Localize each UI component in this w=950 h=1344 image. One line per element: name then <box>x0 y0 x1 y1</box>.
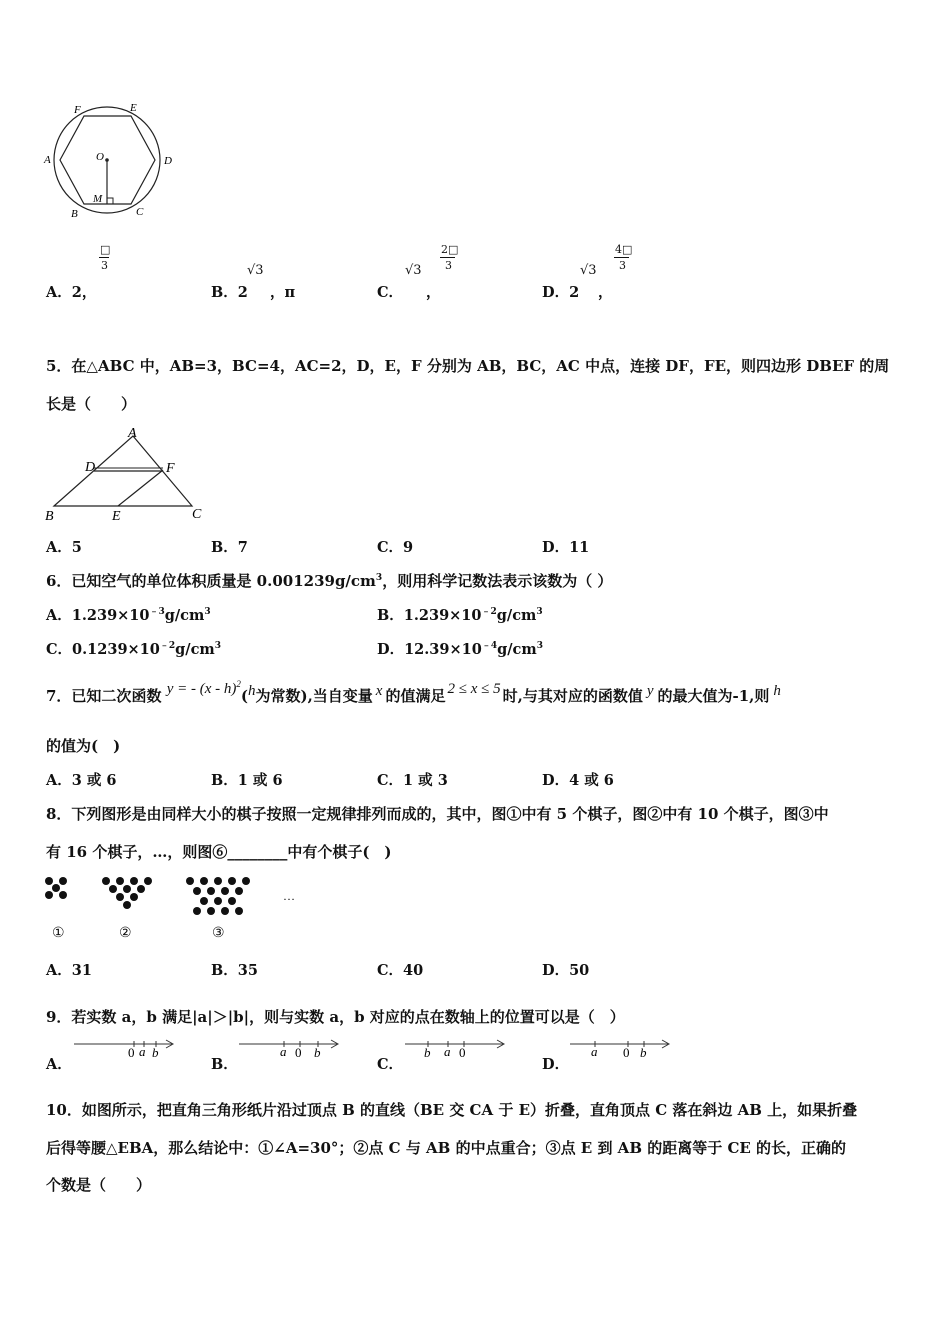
q8-option-d[interactable]: D．50 <box>542 962 590 979</box>
q6-b-unit: g/cm <box>496 607 537 624</box>
q6-c-unit: g/cm <box>175 641 215 658</box>
q4-d-frac-den: 3 <box>619 259 626 272</box>
q6-stem-sup: 3 <box>375 573 383 583</box>
right-angle-mark <box>107 198 113 204</box>
q4-d-tail: ， <box>598 284 613 301</box>
q7-option-d[interactable]: D．4 或 6 <box>542 772 614 789</box>
mark-a: a <box>444 1044 451 1059</box>
mark-0: 0 <box>459 1045 466 1060</box>
pattern-1 <box>45 877 67 899</box>
q4-a-frac-bar <box>99 257 109 258</box>
triangle-abc-figure <box>40 424 215 524</box>
mark-b: b <box>424 1045 431 1060</box>
q6-stem-tail: ，则用科学记数法表示该数为（ ） <box>382 572 613 590</box>
q7-formula <box>167 681 241 697</box>
q7-h2: h <box>773 683 781 699</box>
mark-b: b <box>640 1045 647 1060</box>
q6-option-c[interactable] <box>46 638 221 659</box>
q4-option-c[interactable]: C． <box>377 284 404 301</box>
q4-c-frac-den: 3 <box>445 259 452 272</box>
q4-a-frac-num: □ <box>100 243 111 256</box>
q7-y1: y <box>646 683 654 699</box>
q8-stem-line1: 8．下列图形是由同样大小的棋子按照一定规律排列而成的，其中，图①中有 5 个棋子，图②中有 10 个棋子，图③中 <box>46 805 829 823</box>
label-A: A <box>128 426 137 441</box>
q4-c-frac-num: 2□ <box>441 243 459 256</box>
label-F: F <box>166 461 175 476</box>
label-E: E <box>112 509 121 524</box>
q7-p4: 的值满足 <box>385 687 446 705</box>
segment-fe <box>118 470 163 506</box>
q4-c-frac-bar <box>440 257 455 258</box>
label-B: B <box>71 208 78 220</box>
q5-stem-line1: 5．在△ABC 中，AB=3，BC=4，AC=2，D，E，F 分别为 AB，BC，AC 中点，连接 DF，FE，则四边形 DBEF 的周 <box>46 357 890 375</box>
label-C: C <box>136 206 144 218</box>
q9-c-number-line <box>403 1032 513 1060</box>
q9-b-number-line <box>237 1032 347 1060</box>
q6-b-exp: ﹣2 <box>481 607 497 618</box>
q9-option-b[interactable]: B． <box>211 1056 238 1073</box>
q6-option-a[interactable] <box>46 604 211 625</box>
q7-h1: h <box>247 683 256 699</box>
fig-label-2: ② <box>119 925 132 941</box>
q7-p5: 时,与其对应的函数值 <box>502 687 643 705</box>
q8-option-b[interactable]: B．35 <box>211 962 258 979</box>
q6-c-unit-sup: 3 <box>214 641 222 652</box>
label-D: D <box>164 155 172 167</box>
q6-a-exp: ﹣3 <box>149 607 165 618</box>
q7-p3: 为常数),当自变量 <box>255 687 373 705</box>
pattern-2 <box>102 877 152 909</box>
label-E: E <box>130 102 137 114</box>
q7-stem-line1 <box>46 679 781 706</box>
pattern-ellipsis: … <box>283 889 295 903</box>
q6-d-base: D．12.39×10 <box>377 641 482 658</box>
q8-stem-line2: 有 16 个棋子，…，则图⑥________中有个棋子( ) <box>46 843 392 861</box>
mark-b: b <box>314 1045 321 1060</box>
q9-d-number-line <box>568 1032 678 1060</box>
q10-stem-line1: 10．如图所示，把直角三角形纸片沿过顶点 B 的直线（BE 交 CA 于 E）折叠，直角顶点 C 落在斜边 AB 上，如果折叠 <box>46 1101 858 1119</box>
q4-d-sqrt: √3 <box>580 263 597 278</box>
q9-stem: 9．若实数 a，b 满足|a|＞|b|，则与实数 a，b 对应的点在数轴上的位置可以是（ ） <box>46 1008 625 1026</box>
q4-b-tail: ，π <box>270 284 296 301</box>
q6-a-base: A．1.239×10 <box>46 607 150 624</box>
q7-p1: 7．已知二次函数 <box>46 687 162 705</box>
mark-0: 0 <box>623 1045 630 1060</box>
q7-formula-text: y = - (x - h) <box>166 681 237 697</box>
q7-stem-line2: 的值为( ) <box>46 737 121 755</box>
fig-label-3: ③ <box>212 925 225 941</box>
q4-a-frac-den: 3 <box>101 259 108 272</box>
label-B: B <box>45 509 54 524</box>
mark-b: b <box>152 1045 159 1060</box>
fig-label-1: ① <box>52 925 65 941</box>
q7-formula-sup: 2 <box>236 679 241 689</box>
label-M: M <box>93 193 103 205</box>
q6-c-base: C．0.1239×10 <box>46 641 160 658</box>
pattern-3 <box>186 877 250 915</box>
q4-option-a[interactable]: A．2， <box>46 284 97 301</box>
q6-b-unit-sup: 3 <box>536 607 543 618</box>
q6-option-b[interactable] <box>377 604 543 625</box>
label-A: A <box>44 154 51 166</box>
q7-option-a[interactable]: A．3 或 6 <box>46 772 117 789</box>
q6-stem <box>46 570 612 591</box>
q5-option-a[interactable]: A．5 <box>46 539 82 556</box>
q4-option-b[interactable]: B．2 <box>211 284 248 301</box>
q6-d-exp: ﹣4 <box>481 641 498 652</box>
q9-a-number-line <box>72 1032 182 1060</box>
q5-option-c[interactable]: C．9 <box>377 539 414 556</box>
q7-option-b[interactable]: B．1 或 6 <box>211 772 283 789</box>
q6-b-base: B．1.239×10 <box>377 607 482 624</box>
q10-stem-line2: 后得等腰△EBA，那么结论中：①∠A=30°；②点 C 与 AB 的中点重合；③点 E 到 AB 的距离等于 CE 的长，正确的 <box>46 1139 847 1157</box>
q4-d-frac-num: 4□ <box>615 243 633 256</box>
q6-option-d[interactable] <box>377 638 543 659</box>
q9-option-d[interactable]: D． <box>542 1056 570 1073</box>
q4-c-sqrt: √3 <box>405 263 422 278</box>
q6-c-exp: ﹣2 <box>159 641 176 652</box>
q7-option-c[interactable]: C．1 或 3 <box>377 772 448 789</box>
q8-option-a[interactable]: A．31 <box>46 962 92 979</box>
mark-a: a <box>280 1044 287 1059</box>
q7-ineq: 2 ≤ x ≤ 5 <box>447 681 501 697</box>
mark-a: a <box>139 1044 146 1059</box>
label-D: D <box>85 460 96 475</box>
q6-d-unit: g/cm <box>497 641 537 658</box>
q4-option-d[interactable]: D．2 <box>542 284 580 301</box>
mark-0: 0 <box>295 1045 302 1060</box>
chess-pattern-figure <box>40 872 310 922</box>
label-F: F <box>74 104 81 116</box>
label-C: C <box>192 507 202 522</box>
hexagon-circle-figure <box>40 98 180 226</box>
q5-option-b[interactable]: B．7 <box>211 539 248 556</box>
q7-p2: ( <box>240 687 248 705</box>
q6-d-unit-sup: 3 <box>536 641 543 652</box>
q7-x1: x <box>375 683 383 699</box>
q4-c-tail: ， <box>426 284 441 301</box>
mark-0: 0 <box>128 1045 135 1060</box>
mark-a: a <box>591 1044 598 1059</box>
q5-option-d[interactable]: D．11 <box>542 539 590 556</box>
q6-a-unit: g/cm <box>164 607 205 624</box>
q8-option-c[interactable]: C．40 <box>377 962 424 979</box>
q10-stem-line3: 个数是（ ） <box>46 1176 152 1194</box>
q9-option-a[interactable]: A． <box>46 1056 72 1073</box>
q6-stem-text: 6．已知空气的单位体积质量是 0.001239g/cm <box>46 572 376 590</box>
q6-a-unit-sup: 3 <box>204 607 211 618</box>
q9-option-c[interactable]: C． <box>377 1056 404 1073</box>
q5-stem-line2: 长是（ ） <box>46 395 137 413</box>
q4-b-sqrt: √3 <box>247 263 264 278</box>
q7-p6: 的最大值为-1,则 <box>657 687 770 705</box>
label-O: O <box>96 151 104 163</box>
q4-d-frac-bar <box>614 257 629 258</box>
